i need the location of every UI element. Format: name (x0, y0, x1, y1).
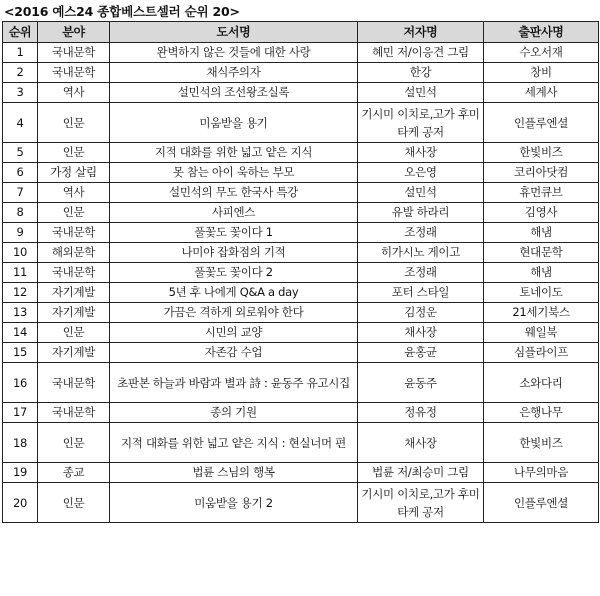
publisher-cell: 한빛비즈 (484, 143, 599, 163)
genre-cell: 역사 (38, 183, 110, 203)
author-cell: 채사장 (358, 143, 484, 163)
genre-cell: 인문 (38, 103, 110, 143)
rank-cell: 19 (3, 463, 38, 483)
table-row (3, 423, 599, 463)
rank-cell: 8 (3, 203, 38, 223)
genre-cell: 인문 (38, 143, 110, 163)
publisher-cell: 김영사 (484, 203, 599, 223)
author-cell: 기시미 이치로,고가 후미타케 공저 (358, 103, 484, 143)
publisher-cell: 은행나무 (484, 403, 599, 423)
rank-cell: 9 (3, 223, 38, 243)
publisher-cell: 한빛비즈 (484, 423, 599, 463)
genre-cell: 국내문학 (38, 43, 110, 63)
table-row (3, 183, 599, 203)
author-cell: 윤동주 (358, 363, 484, 403)
title-cell: 초판본 하늘과 바람과 별과 詩 : 윤동주 유고시집 (110, 363, 358, 403)
author-cell: 정유정 (358, 403, 484, 423)
header-publisher: 출판사명 (484, 22, 599, 43)
title-cell: 미움받을 용기 (110, 103, 358, 143)
author-cell: 유발 하라리 (358, 203, 484, 223)
title-cell: 가끔은 격하게 외로워야 한다 (110, 303, 358, 323)
header-rank: 순위 (3, 22, 38, 43)
genre-cell: 인문 (38, 203, 110, 223)
table-row (3, 323, 599, 343)
title-cell: 5년 후 나에게 Q&A a day (110, 283, 358, 303)
genre-cell: 국내문학 (38, 363, 110, 403)
author-cell: 기시미 이치로,고가 후미타케 공저 (358, 483, 484, 523)
publisher-cell: 해냄 (484, 263, 599, 283)
rank-cell: 6 (3, 163, 38, 183)
author-cell: 히가시노 게이고 (358, 243, 484, 263)
publisher-cell: 해냄 (484, 223, 599, 243)
rank-cell: 5 (3, 143, 38, 163)
title-cell: 지적 대화를 위한 넓고 얕은 지식 : 현실너머 편 (110, 423, 358, 463)
title-cell: 나미야 잡화점의 기적 (110, 243, 358, 263)
genre-cell: 자기계발 (38, 303, 110, 323)
title-cell: 시민의 교양 (110, 323, 358, 343)
table-row (3, 103, 599, 143)
title-cell: 미움받을 용기 2 (110, 483, 358, 523)
rank-cell: 16 (3, 363, 38, 403)
rank-cell: 4 (3, 103, 38, 143)
genre-cell: 종교 (38, 463, 110, 483)
rank-cell: 12 (3, 283, 38, 303)
genre-cell: 가정 살림 (38, 163, 110, 183)
author-cell: 설민석 (358, 183, 484, 203)
table-row (3, 363, 599, 403)
publisher-cell: 웨일북 (484, 323, 599, 343)
author-cell: 법륜 저/최승미 그림 (358, 463, 484, 483)
publisher-cell: 현대문학 (484, 243, 599, 263)
publisher-cell: 코리아닷컴 (484, 163, 599, 183)
header-title: 도서명 (110, 22, 358, 43)
rank-cell: 20 (3, 483, 38, 523)
publisher-cell: 나무의마음 (484, 463, 599, 483)
publisher-cell: 토네이도 (484, 283, 599, 303)
title-cell: 설민석의 무도 한국사 특강 (110, 183, 358, 203)
genre-cell: 자기계발 (38, 283, 110, 303)
table-row (3, 223, 599, 243)
author-cell: 오은영 (358, 163, 484, 183)
publisher-cell: 인플루엔셜 (484, 483, 599, 523)
author-cell: 설민석 (358, 83, 484, 103)
genre-cell: 국내문학 (38, 263, 110, 283)
header-author: 저자명 (358, 22, 484, 43)
title-cell: 완벽하지 않은 것들에 대한 사랑 (110, 43, 358, 63)
author-cell: 조정래 (358, 223, 484, 243)
table-row (3, 143, 599, 163)
table-row (3, 163, 599, 183)
table-row (3, 283, 599, 303)
table-row (3, 63, 599, 83)
rank-cell: 3 (3, 83, 38, 103)
rank-cell: 2 (3, 63, 38, 83)
table-row (3, 263, 599, 283)
publisher-cell: 수오서재 (484, 43, 599, 63)
table-row (3, 83, 599, 103)
author-cell: 한강 (358, 63, 484, 83)
genre-cell: 국내문학 (38, 223, 110, 243)
title-cell: 풀꽃도 꽃이다 1 (110, 223, 358, 243)
genre-cell: 해외문학 (38, 243, 110, 263)
publisher-cell: 소와다리 (484, 363, 599, 403)
publisher-cell: 21세기북스 (484, 303, 599, 323)
genre-cell: 자기계발 (38, 343, 110, 363)
title-cell: 설민석의 조선왕조실록 (110, 83, 358, 103)
table-caption: <2016 예스24 종합베스트셀러 순위 20> (4, 4, 240, 19)
author-cell: 채사장 (358, 323, 484, 343)
author-cell: 혜민 저/이응견 그림 (358, 43, 484, 63)
table-row (3, 243, 599, 263)
genre-cell: 국내문학 (38, 403, 110, 423)
genre-cell: 인문 (38, 483, 110, 523)
title-cell: 지적 대화를 위한 넓고 얕은 지식 (110, 143, 358, 163)
table-row (3, 343, 599, 363)
title-cell: 법륜 스님의 행복 (110, 463, 358, 483)
genre-cell: 역사 (38, 83, 110, 103)
publisher-cell: 심플라이프 (484, 343, 599, 363)
title-cell: 풀꽃도 꽃이다 2 (110, 263, 358, 283)
author-cell: 윤홍균 (358, 343, 484, 363)
title-cell: 자존감 수업 (110, 343, 358, 363)
author-cell: 포터 스타일 (358, 283, 484, 303)
title-cell: 사피엔스 (110, 203, 358, 223)
table-row (3, 463, 599, 483)
bestseller-table (2, 21, 599, 523)
author-cell: 조정래 (358, 263, 484, 283)
table-row (3, 203, 599, 223)
rank-cell: 15 (3, 343, 38, 363)
header-row (3, 22, 599, 43)
author-cell: 김정운 (358, 303, 484, 323)
rank-cell: 18 (3, 423, 38, 463)
rank-cell: 7 (3, 183, 38, 203)
table-row (3, 43, 599, 63)
rank-cell: 17 (3, 403, 38, 423)
publisher-cell: 휴먼큐브 (484, 183, 599, 203)
table-row (3, 403, 599, 423)
author-cell: 채사장 (358, 423, 484, 463)
publisher-cell: 세계사 (484, 83, 599, 103)
genre-cell: 인문 (38, 323, 110, 343)
genre-cell: 인문 (38, 423, 110, 463)
title-cell: 채식주의자 (110, 63, 358, 83)
header-genre: 분야 (38, 22, 110, 43)
genre-cell: 국내문학 (38, 63, 110, 83)
rank-cell: 11 (3, 263, 38, 283)
table-row (3, 303, 599, 323)
title-cell: 종의 기원 (110, 403, 358, 423)
rank-cell: 10 (3, 243, 38, 263)
rank-cell: 14 (3, 323, 38, 343)
table-row (3, 483, 599, 523)
rank-cell: 1 (3, 43, 38, 63)
rank-cell: 13 (3, 303, 38, 323)
title-cell: 못 참는 아이 욱하는 부모 (110, 163, 358, 183)
publisher-cell: 인플루엔셜 (484, 103, 599, 143)
publisher-cell: 창비 (484, 63, 599, 83)
